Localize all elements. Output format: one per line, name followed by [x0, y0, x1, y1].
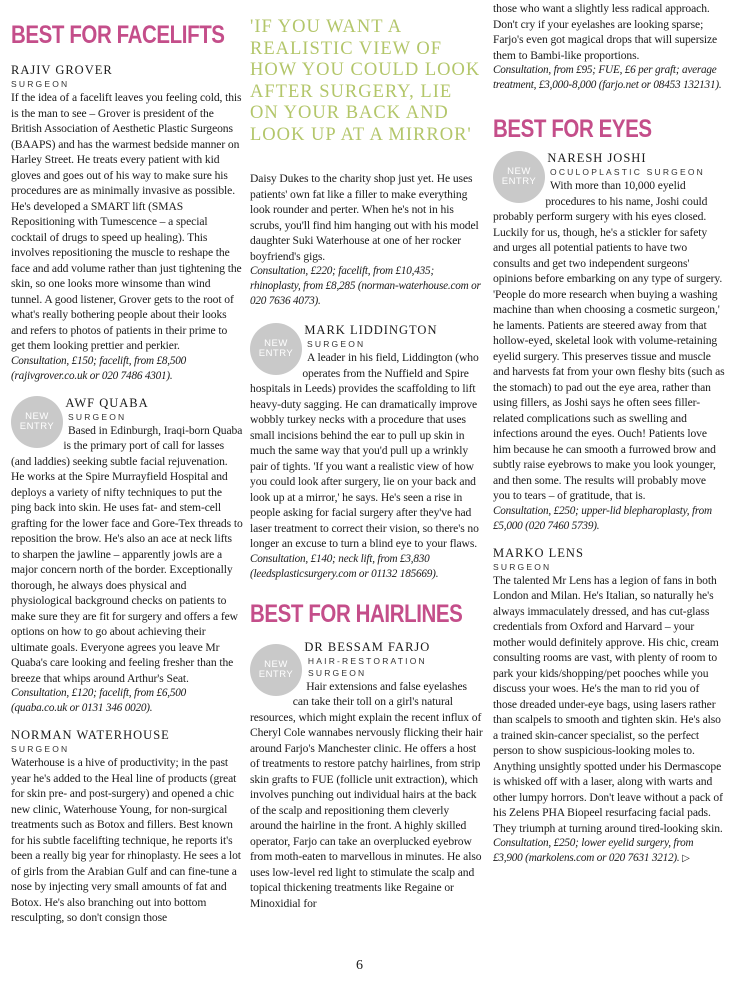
entry-body: those who want a slightly less radical approach. Don't cry if your eyelashes are looking sparse; Farjo's even got magical drops that will supersize them to Bambi-like proportions. — [493, 2, 718, 62]
consultation-info: Consultation, from £95; FUE, £6 per graft; average treatment, £3,000-8,000 (farjo.net or 08453 132131). — [493, 64, 722, 91]
entry-body: Based in Edinburgh, Iraqi-born Quaba is the primary port of call for lasses (and laddies) seeking subtle facial rejuvenation. He works at the Spire Murrayfield Hospital and deploys a variety of nifty techniques to put the ping back into skin. He uses fat- and stem-cell grafting for the lower face and Gore-Tex threads to reposition the brow. He's also an ace at neck lifts to sharpen the jawline – apparently jowls are a major concern north of the border. Exceptionally thorough, he always does physical and physiological background checks on patients to make sure they are fit for surgery and offers a few options on how to go about achieving their ultimate goals. Everyone agrees you leave Mr Quaba's care looking and feeling fresher than the breeze that whips around Arthur's Seat. — [11, 423, 243, 685]
entry-rajiv-grover — [11, 63, 243, 384]
surgeon-role: SURGEON — [307, 339, 366, 349]
continue-arrow-icon: ▷ — [682, 853, 690, 864]
new-entry-badge: NEW ENTRY — [250, 644, 302, 696]
entry-bessam-farjo — [250, 640, 483, 912]
column-2 — [250, 0, 483, 911]
entry-norman-waterhouse — [11, 728, 243, 926]
surgeon-name: MARKO LENS — [493, 545, 584, 560]
entry-body: If the idea of a facelift leaves you feeling cold, this is the man to see – Grover is president of the British Association of Aesthetic Plastic Surgeons (BAAPS) and has the warmest bedside manner on Harley Street. He treats every patient with kid gloves and goes out of his way to make sure his procedures are as minimally invasive as possible. He's developed a SMART lift (SMAS Repositioning with Tumescence – a special cocktail of drugs to speed up healing). This involves repositioning the muscle to reshape the face and add volume rather than just tightening the skin, so one looks more winsome than wind tunnel. A good listener, Grover gets to the root of what's really bothering people about their looks and refers to photos of patients in their prime to get them looking prettier and perkier. — [11, 91, 242, 352]
surgeon-role: HAIR-RESTORATION — [307, 655, 427, 666]
consultation-info: Consultation, £120; facelift, from £6,500 (quaba.co.uk or 0131 346 0020). — [11, 687, 187, 714]
entry-marko-lens — [493, 546, 725, 867]
entry-mark-liddington — [250, 323, 483, 582]
consultation-info: Consultation, £250; upper-lid blepharoplasty, from £5,000 (020 7460 5739). — [493, 504, 712, 532]
entry-body: A leader in his field, Liddington (who operates from the Nuffield and Spire hospitals in Leeds) provides the scaffolding to lift heavy-duty sagging. He can dramatically improve wobbly turkey necks with a procedure that uses small incisions behind the ear to pull up skin in much the same way that you'd pull up a wrinkly pair of tights. 'If you want a realistic view of how you could look after surgery, lie on your back and look up at a mirror,' he says. He's seen a rise in people asking for facial surgery after they've had laser treatment to correct their vision, so there's no longer an excuse to turn a blind eye to your flaws. — [250, 351, 479, 550]
entry-farjo-continued — [493, 1, 725, 93]
heading-best-for-facelifts: BEST FOR FACELIFTS — [11, 21, 225, 49]
heading-best-for-hairlines: BEST FOR HAIRLINES — [250, 599, 463, 628]
consultation-info: Consultation, £140; neck lift, from £3,830 (leedsplasticsurgery.com or 01132 185669). — [250, 552, 439, 580]
surgeon-name: RAJIV GROVER — [11, 63, 113, 77]
entry-waterhouse-continued — [250, 171, 483, 309]
surgeon-role: SURGEON — [68, 411, 127, 422]
entry-body: With more than 10,000 eyelid procedures to his name, Joshi could probably perform surgery with his eyes closed. Luckily for us, though, he's a stickler for safety and urges all potential patients to have two consults and get two independent surgeons' opinions before embarking on any type of surgery. 'People do more research when buying a washing machine than when choosing a cosmetic surgeon,' he laments. Patients are steered away from that hollow-eyed, skeletal look with volume-retaining eyelid surgery. This preserves tissue and muscle and harvests fat from your own fleshy bits (such as the stomach) to pad out the eye area, rather than using fillers, as Joshi says he often sees filler-related complications such as swelling and infections around the eyes. Ouch! Patients love him because he can smooth a furrowed brow and subtly raise eyebrows to make you look younger, and then some. The results will probably move you to tears – of gratitude, that is. — [493, 179, 725, 502]
heading-best-for-eyes: BEST FOR EYES — [493, 115, 652, 143]
surgeon-name: NORMAN WATERHOUSE — [11, 728, 170, 742]
consultation-info: Consultation, £250; lower eyelid surgery, from £3,900 (markolens.com or 020 7631 3212). ▷ — [493, 837, 694, 864]
new-entry-badge: NEW ENTRY — [493, 151, 545, 203]
column-1 — [11, 0, 243, 926]
consultation-info: Consultation, £220; facelift, from £10,435; rhinoplasty, from £8,285 (norman-waterhouse.com or 020 7636 4073). — [250, 265, 481, 307]
pull-quote: 'IF YOU WANT A REALISTIC VIEW OF HOW YOU COULD LOOK AFTER SURGERY, LIE ON YOUR BACK AND LOOK UP AT A MIRROR' — [250, 17, 481, 145]
surgeon-role: SURGEON — [11, 79, 70, 89]
entry-body: Daisy Dukes to the charity shop just yet. He uses patients' own fat like a filler to make everything look rounder and perter. When he's not in his scrubs, you'll find him hanging out with his model daughter Suki Waterhouse at one of her rocker boyfriend's gigs. — [250, 172, 479, 263]
page-number: 6 — [356, 958, 363, 973]
consultation-info: Consultation, £150; facelift, from £8,500 (rajivgrover.co.uk or 020 7486 4301). — [11, 354, 187, 382]
column-3 — [493, 0, 725, 866]
entry-body: Waterhouse is a hive of productivity; in the past year he's added to the Heal line of products (great for skin pre- and post-surgery) and opened a chic new clinic, Waterhouse Young, for non-surgical treatments such as Botox and fillers. Best known for his subtle facelifting technique, he reports it's been a really big year for rhinoplasty. He sees a lot of girls from the Arabian Gulf and can fine-tune a nose by injecting very small amounts of fat and Botox. He's also branching out into bottom resculpting, so don't consign those — [11, 756, 241, 924]
surgeon-role: OCULOPLASTIC SURGEON — [550, 167, 706, 177]
surgeon-role: SURGEON — [493, 561, 552, 572]
surgeon-role: SURGEON — [11, 744, 70, 754]
entry-naresh-joshi — [493, 151, 725, 534]
surgeon-role: SURGEON — [308, 667, 367, 678]
entry-awf-quaba — [11, 396, 243, 717]
surgeon-name: DR BESSAM FARJO — [304, 639, 431, 654]
new-entry-badge: NEW ENTRY — [250, 323, 302, 375]
surgeon-name: AWF QUABA — [65, 395, 149, 410]
new-entry-badge: NEW ENTRY — [11, 396, 63, 448]
entry-body: The talented Mr Lens has a legion of fans in both London and Milan. He's Italian, so naturally he's always immaculately dressed, and has cut-glass credentials from Oxford and Harvard – your mother would definitely approve. His chic, cream consulting rooms are vast, with plenty of room to park your kids/shopping/pet pooches while you discuss your woes. He's the man to rid you of those dreaded under-eye bags, using lasers rather than scalpels to smooth and tighten skin. He's also a trained skin-cancer specialist, so the perfect person to show suspicious-looking moles to. Anything unsightly spotted under his Dermascope is whisked off with a laser, along with warts and other lumpy horrors. Don't leave without a pack of his Zelens PHA Biopeel resurfacing facial pads. They triumph at turning around tired-looking skin. — [493, 573, 723, 835]
surgeon-name: MARK LIDDINGTON — [304, 323, 438, 337]
surgeon-name: NARESH JOSHI — [547, 151, 647, 165]
entry-body: Hair extensions and false eyelashes can take their toll on a girl's natural resources, which might explain the recent influx of Cheryl Cole wannabes nervously flicking their hair around Farjo's Manchester clinic. He offers a host of treatments to restore patchy hairlines, from strip skin grafts to FUE (follicle unit extraction), which involves punching out individual hairs at the back of the scalp and repositioning them cleverly around the hairline in the front. A highly skilled operator, Farjo can take an overplucked eyebrow from moth-eaten to marvellous in minutes. He also uses low-level red light to stimulate the scalp and topical thickening treatments like Regaine or Minoxidial for — [250, 679, 483, 910]
